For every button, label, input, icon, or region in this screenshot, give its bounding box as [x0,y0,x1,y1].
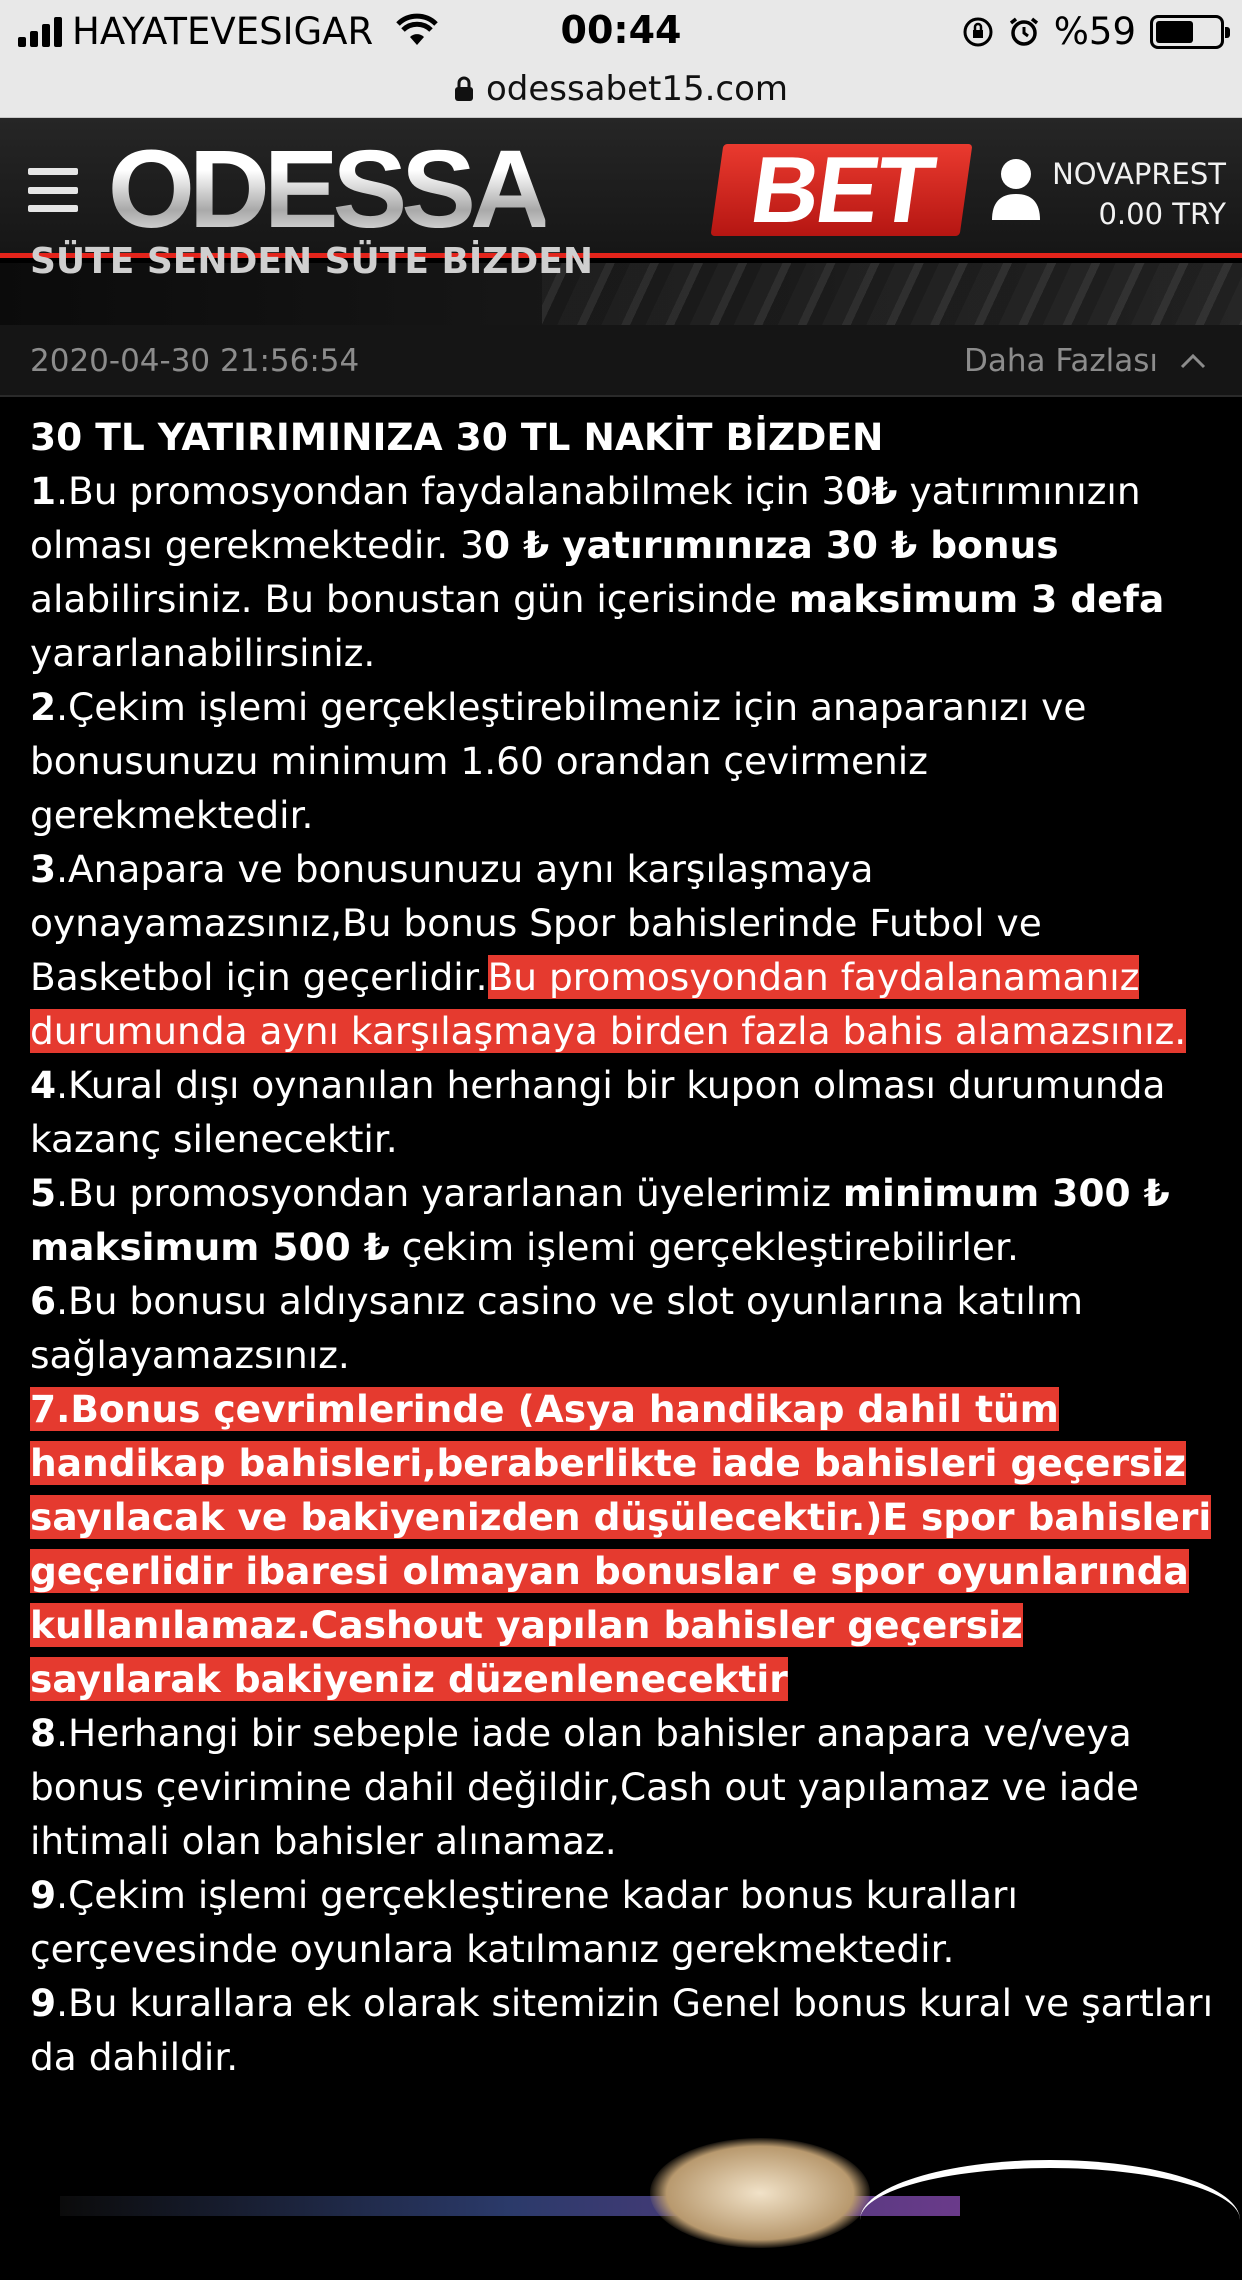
rule-5 [30,1166,1220,1274]
site-logo[interactable] [107,128,966,251]
rule-text: .Anapara ve bonusunuzu aynı karşılaşmaya oynayamazsınız,Bu bonus Spor bahislerinde Futbol ve Basketbol için geçerlidir. [30,847,1042,999]
lock-icon [454,76,474,102]
more-toggle[interactable] [964,343,1206,379]
rule-text: çekim işlemi gerçekleştirebilirler. [389,1225,1019,1269]
rule-text: .Çekim işlemi gerçekleştirene kadar bonus kuralları çerçevesinde oyunlara katılmanız gerekmektedir. [30,1873,1018,1971]
orientation-lock-icon [962,16,994,48]
rule-text: alabilirsiniz. Bu bonustan gün içerisinde [30,577,789,621]
rule-text-bold: 0 ₺ yatırımınıza 30 ₺ bonus [484,523,1059,567]
image-figure [650,2138,870,2248]
rule-number: 1 [30,469,57,513]
rule-9 [30,1868,1220,1976]
alarm-icon [1008,16,1040,48]
promo-banner [0,241,1242,325]
rule-highlight: Bu promosyondan faydalanamanız durumunda aynı karşılaşmaya birden fazla bahis alamazsınız. [30,955,1187,1053]
rule-text: yararlanabilirsiniz. [30,631,376,675]
promo-rules [30,410,1220,2084]
rule-text-bold: minimum 300 ₺ maksimum 500 ₺ [30,1171,1170,1269]
rule-1 [30,464,1220,680]
rule-text-bold: 0₺ [845,469,898,513]
banner-texture [542,263,1242,325]
rule-text: .Kural dışı oynanılan herhangi bir kupon olması durumunda kazanç silenecektir. [30,1063,1166,1161]
balance: 0.00 TRY [1098,197,1226,231]
post-meta [0,325,1242,397]
rule-number: 8 [30,1711,57,1755]
rule-text-bold: maksimum 3 defa [788,577,1165,621]
rule-3 [30,842,1220,1058]
rule-text: .Çekim işlemi gerçekleştirebilmeniz için anaparanızı ve bonusunuzu minimum 1.60 orandan çevirmeniz gerekmektedir. [30,685,1087,837]
rule-text: .Bu bonusu aldıysanız casino ve slot oyunlarına katılım sağlayamazsınız. [30,1279,1084,1377]
rule-8 [30,1706,1220,1868]
rule-2 [30,680,1220,842]
logo-bet: BET [711,144,973,236]
rule-number: 6 [30,1279,57,1323]
url-text: odessabet15.com [485,68,789,109]
logo-odessa: ODESSA [107,128,545,251]
footer-promo-image [0,2120,1242,2208]
battery-percent: %59 [1053,10,1136,53]
account-info[interactable] [1052,154,1226,234]
rule-number: 5 [30,1171,57,1215]
rule-number: 9 [30,1981,57,2025]
user-icon[interactable] [988,156,1044,222]
post-title: 30 TL YATIRIMINIZA 30 TL NAKİT BİZDEN [30,415,884,459]
carrier-name: HAYATEVESIGAR [72,10,374,53]
rule-10 [30,1976,1220,2084]
rule-text: .Bu kurallara ek olarak sitemizin Genel bonus kural ve şartları da dahildir. [30,1981,1214,2079]
rule-7 [30,1382,1220,1706]
image-arc [860,2160,1240,2280]
more-label: Daha Fazlası [964,343,1158,379]
rule-text: .Bu promosyondan yararlanan üyelerimiz [56,1171,843,1215]
rule-number: 3 [30,847,57,891]
site-header [0,118,1242,258]
rule-text: .Herhangi bir sebeple iade olan bahisler anapara ve/veya bonus çevirimine dahil değildir,Cash out yapılamaz ve iade ihtimali olan bahisler alınamaz. [30,1711,1140,1863]
rule-4 [30,1058,1220,1166]
status-right [962,10,1224,53]
post-date: 2020-04-30 21:56:54 [30,343,360,379]
rule-text: yatırımınızın olması gerekmektedir. 3 [30,469,1141,567]
rule-number: 4 [30,1063,57,1107]
rule-number: 2 [30,685,57,729]
rule-6 [30,1274,1220,1382]
battery-icon [1150,15,1224,49]
clock: 00:44 [560,8,682,52]
status-bar [0,0,1242,60]
rule-number: 9 [30,1873,57,1917]
address-bar[interactable] [0,60,1242,118]
rule-highlight: 7.Bonus çevrimlerinde (Asya handikap dahil tüm handikap bahisleri,beraberlikte iade bahisleri geçersiz sayılacak ve bakiyenizden düşülecektir.)E spor bahisleri geçerlidir ibaresi olmayan bonuslar e spor oyunlarında kullanılamaz.Cashout yapılan bahisler geçersiz sayılarak bakiyeniz düzenlenecektir [30,1387,1212,1701]
rule-text: .Bu promosyondan faydalanabilmek için 3 [56,469,846,513]
username: NOVAPREST [1052,157,1226,191]
hamburger-menu-icon[interactable] [28,168,78,212]
chevron-up-icon [1180,353,1206,369]
banner-text: SÜTE SENDEN SÜTE BİZDEN [30,241,594,282]
